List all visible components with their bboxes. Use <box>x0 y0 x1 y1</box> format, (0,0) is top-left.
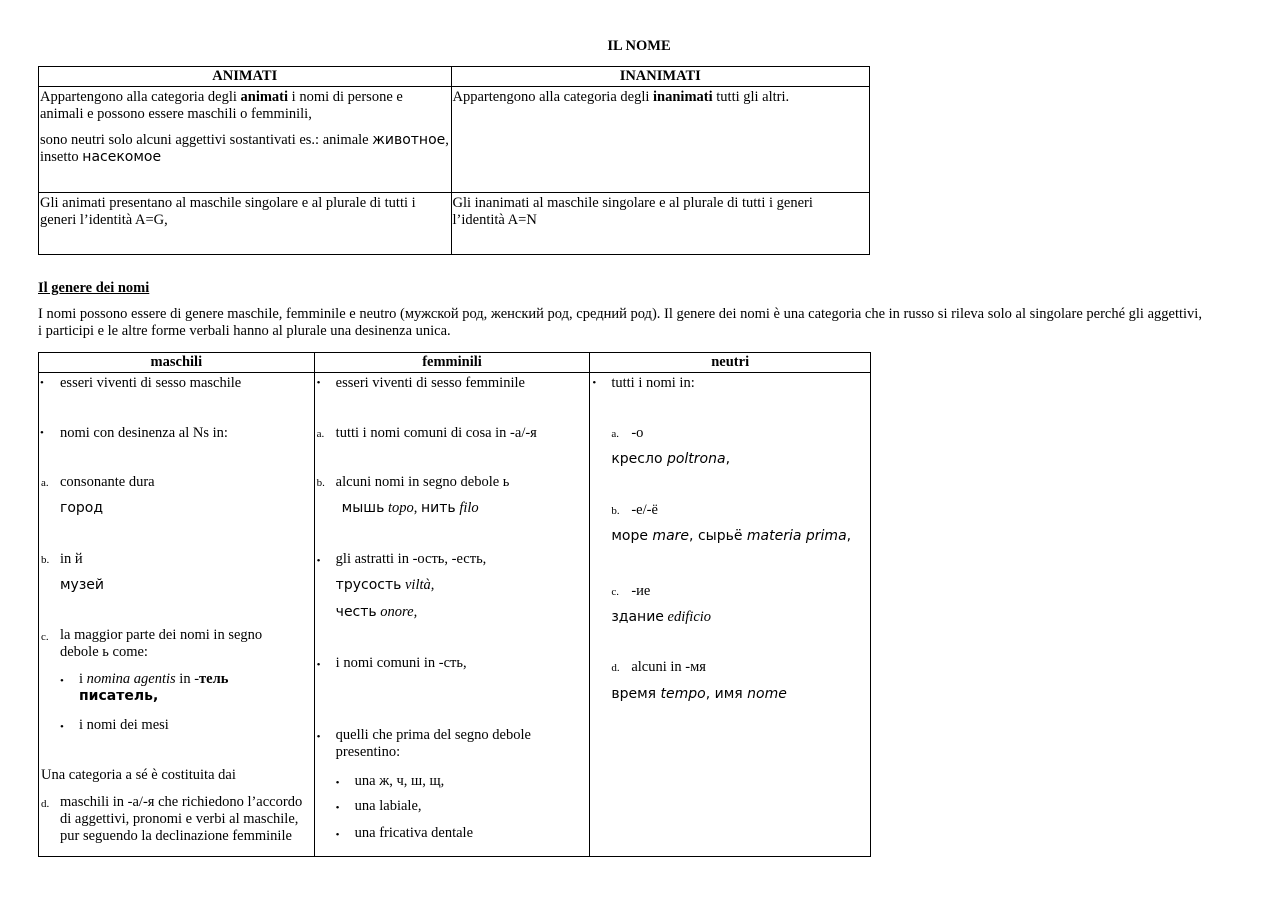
maschili-category-note: Una categoria a sé è costituita dai <box>41 767 236 783</box>
neutri-item-c: -ие <box>631 583 651 599</box>
list-marker: a. <box>316 428 325 440</box>
list-marker: c. <box>611 586 619 598</box>
maschili-bullet-1: esseri viventi di sesso maschile <box>60 375 242 391</box>
neutri-item-a: -о <box>631 425 644 441</box>
maschili-item-a: consonante dura <box>60 474 155 490</box>
list-marker: a. <box>611 428 619 440</box>
list-marker: a. <box>41 477 49 489</box>
femminili-example-b: мышь topo, нить filo <box>341 500 479 516</box>
maschili-sub-1: i nomina agentis in -тель писатель, <box>79 671 229 704</box>
bullet-icon: • <box>592 377 597 389</box>
neutri-example-b: море mare, сырьё materia prima, <box>611 528 852 544</box>
header-neutri: neutri <box>590 353 871 373</box>
list-marker: d. <box>611 662 620 674</box>
section-intro: I nomi possono essere di genere maschile, femminile e neutro (мужской род, женский род, средний род). Il genere dei nomi è una categoria che in russo si rileva solo al singolare perché gli aggettivi, i participi e le altre forme verbali hanno al plurale una desinenza unica. <box>38 306 1202 339</box>
maschili-example-b: музей <box>60 577 105 593</box>
femminili-bullet-2: gli astratti in -ость, -есть, <box>335 551 487 567</box>
bullet-icon: • <box>40 427 44 439</box>
bullet-icon: • <box>316 731 321 743</box>
neutri-example-a: кресло poltrona, <box>611 451 731 467</box>
animati-definition-cell <box>39 87 452 193</box>
animati-paragraph-1: Appartengono alla categoria degli animati i nomi di persone e animali e possono essere maschili o femminili, <box>40 89 403 122</box>
maschili-item-d: maschili in -а/-я che richiedono l’accordo di aggettivi, pronomi e verbi al maschile, pur seguendo la declinazione femminile <box>60 794 303 844</box>
page-title: IL NOME <box>607 38 671 54</box>
femminili-example-3: трусость viltà, <box>335 577 435 593</box>
femminili-item-a: tutti i nomi comuni di cosa in -a/-я <box>335 425 537 441</box>
neutri-cell <box>590 373 871 857</box>
inanimati-paragraph-1: Appartengono alla categoria degli inanimati tutti gli altri. <box>452 89 790 105</box>
bullet-icon: • <box>316 377 321 389</box>
neutri-item-d: alcuni in -мя <box>631 659 706 675</box>
bullet-icon: • <box>40 377 44 389</box>
femminili-sub-1: una ж, ч, ш, щ, <box>354 773 445 789</box>
femminili-bullet-3: i nomi comuni in -сть, <box>335 655 467 671</box>
femminili-cell <box>314 373 590 857</box>
bullet-icon: • <box>335 829 340 841</box>
bullet-icon: • <box>60 721 64 733</box>
list-marker: b. <box>611 505 620 517</box>
animati-identity-cell: Gli animati presentano al maschile singolare e al plurale di tutti i generi l’identità A=G, <box>39 193 452 255</box>
animati-inanimati-table <box>38 66 870 255</box>
maschili-sub-2: i nomi dei mesi <box>79 717 169 733</box>
header-maschili: maschili <box>39 353 315 373</box>
inanimati-definition-cell <box>451 87 870 193</box>
femminili-item-b: alcuni nomi in segno debole ь <box>335 474 510 490</box>
maschili-bullet-2: nomi con desinenza al Ns in: <box>60 425 228 441</box>
genere-table <box>38 352 871 857</box>
maschili-cell <box>39 373 315 857</box>
bullet-icon: • <box>335 777 340 789</box>
femminili-example-4: честь onore, <box>335 604 418 620</box>
list-marker: b. <box>41 554 50 566</box>
maschili-example-a: город <box>60 500 104 516</box>
bullet-icon: • <box>60 675 64 687</box>
inanimati-identity-cell: Gli inanimati al maschile singolare e al plurale di tutti i generi l’identità A=N <box>451 193 870 255</box>
maschili-item-b: in й <box>60 551 83 567</box>
animati-paragraph-2: sono neutri solo alcuni aggettivi sostantivati es.: animale животное, insetto насекомое <box>40 132 449 165</box>
header-animati: ANIMATI <box>39 67 452 87</box>
header-femminili: femminili <box>314 353 590 373</box>
neutri-example-d: время tempo, имя nome <box>611 686 787 702</box>
section-title: Il genere dei nomi <box>38 280 150 296</box>
neutri-example-c: здание edificio <box>611 609 712 625</box>
bullet-icon: • <box>316 659 321 671</box>
list-marker: d. <box>41 798 50 810</box>
neutri-item-b: -е/-ё <box>631 502 658 518</box>
bullet-icon: • <box>316 555 321 567</box>
list-marker: b. <box>316 477 325 489</box>
bullet-icon: • <box>335 802 340 814</box>
maschili-item-c: la maggior parte dei nomi in segno debole ь come: <box>60 627 263 660</box>
header-inanimati: INANIMATI <box>451 67 870 87</box>
femminili-bullet-4: quelli che prima del segno debole presentino: <box>335 727 531 760</box>
femminili-sub-2: una labiale, <box>354 798 422 814</box>
neutri-bullet-1: tutti i nomi in: <box>611 375 695 391</box>
femminili-sub-3: una fricativa dentale <box>354 825 474 841</box>
femminili-bullet-1: esseri viventi di sesso femminile <box>335 375 525 391</box>
list-marker: c. <box>41 631 49 643</box>
